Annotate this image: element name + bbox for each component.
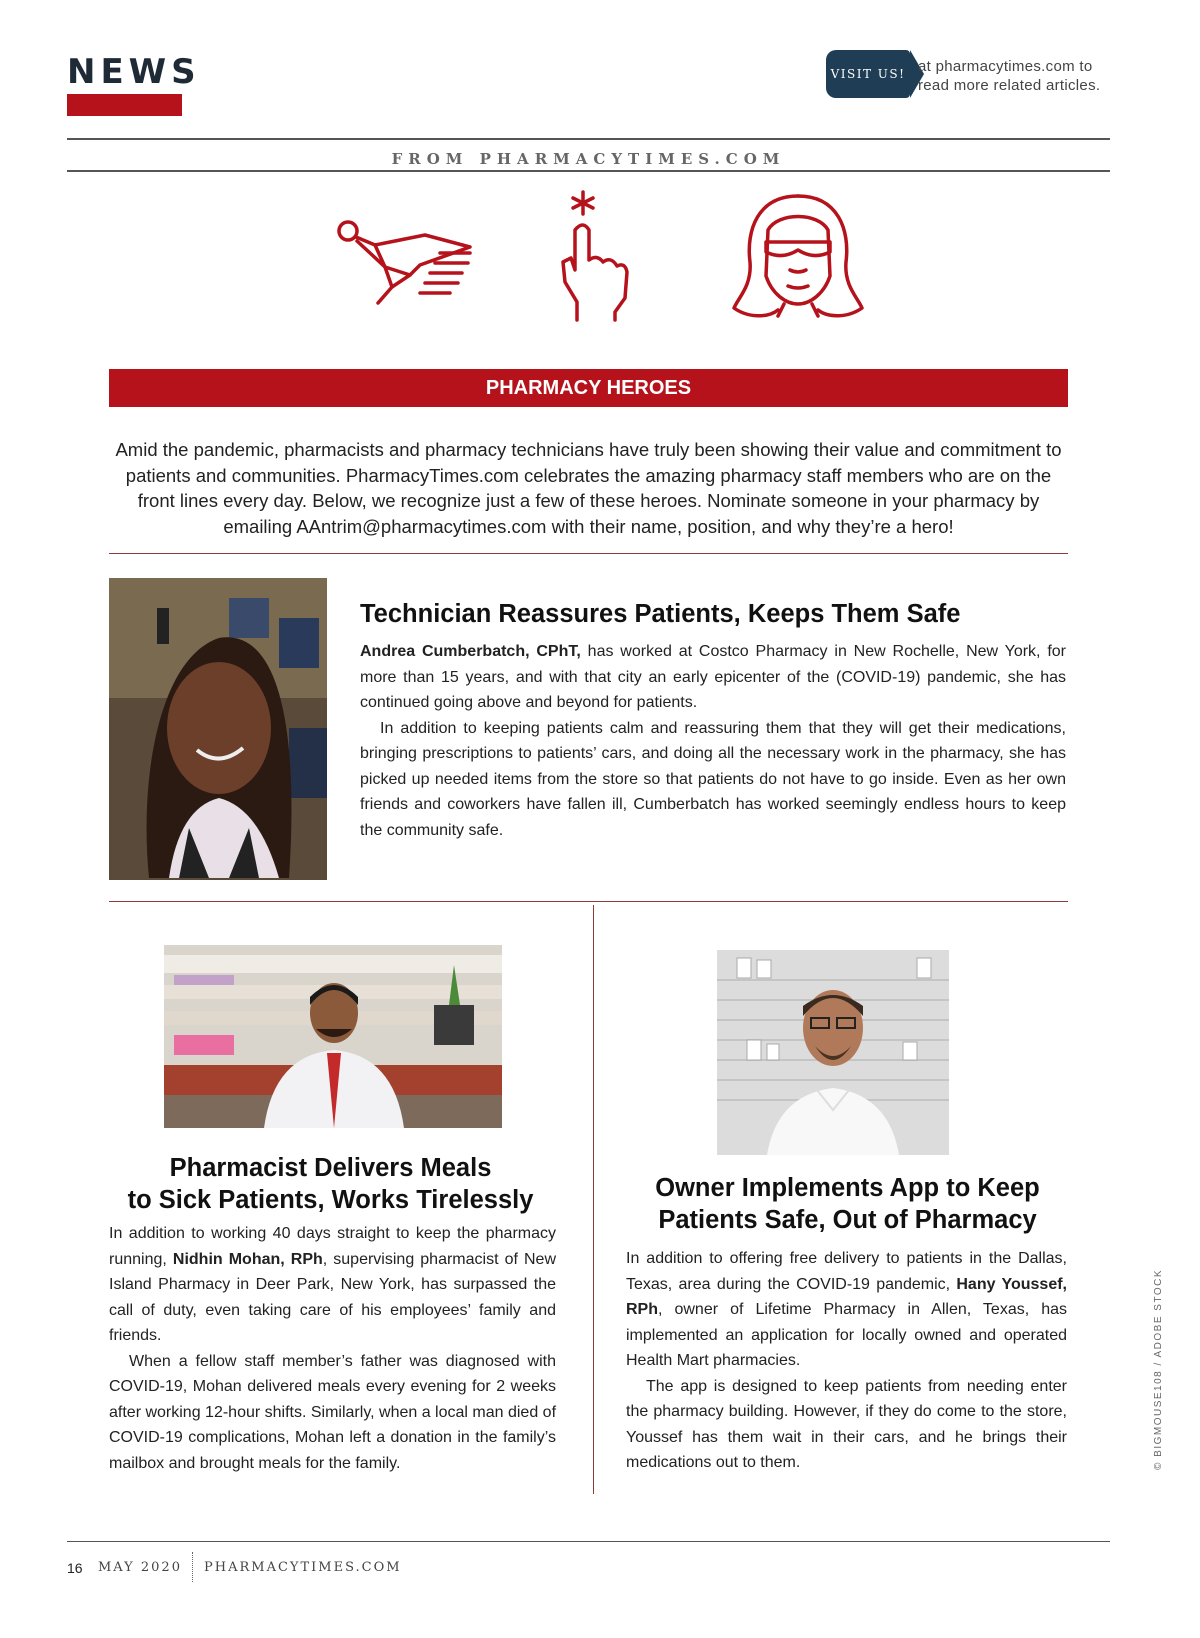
footer-site[interactable]: PHARMACYTIMES.COM bbox=[204, 1560, 402, 1575]
nidhin-mohan-photo bbox=[164, 945, 502, 1128]
article-2-name: Nidhin Mohan, RPh bbox=[172, 1250, 323, 1268]
divider bbox=[109, 901, 1068, 902]
article-2-headline bbox=[109, 1152, 552, 1216]
issue-date: MAY 2020 bbox=[98, 1560, 182, 1575]
section-accent-bar bbox=[67, 94, 182, 116]
visit-line-1: at pharmacytimes.com to bbox=[918, 58, 1093, 75]
article-1-name: Andrea Cumberbatch, CPhT, bbox=[360, 643, 581, 660]
visit-us-badge[interactable]: VISIT US! bbox=[826, 50, 910, 98]
article-2-p1-before: In addition to working 40 days straight to keep the pharmacy running, bbox=[109, 1225, 556, 1268]
article-2-p2: When a fellow staff member’s father was diagnosed with COVID-19, Mohan delivered meals every evening for 2 weeks after working 12-hour shifts. Similarly, when a local man died of COVID-19 complications, Mohan left a donation in the family’s mailbox and brought meals for the family. bbox=[109, 1352, 557, 1472]
visit-line-2: read more related articles. bbox=[918, 77, 1101, 94]
photo-credit: © BIGMOUSE108 / ADOBE STOCK bbox=[1153, 1268, 1164, 1470]
section-title: NEWS bbox=[67, 52, 201, 92]
top-rule-2 bbox=[67, 170, 1110, 172]
article-2-headline-line-1: Pharmacist Delivers Meals bbox=[169, 1154, 492, 1182]
flying-hero-icon bbox=[330, 215, 480, 315]
page-number: 16 bbox=[67, 1560, 83, 1576]
pointing-finger-icon bbox=[555, 190, 635, 330]
article-3-headline-line-2: Patients Safe, Out of Pharmacy bbox=[658, 1206, 1037, 1234]
masked-woman-icon bbox=[728, 190, 868, 325]
article-3-p1-after: , owner of Lifetime Pharmacy in Allen, Texas, has implemented an application for locally owned and operated Health Mart pharmacies. bbox=[626, 1301, 1067, 1369]
article-2-p1-after: , supervising pharmacist of New Island Pharmacy in Deer Park, New York, has surpassed the call of duty, even taking care of his employees’ family and friends. bbox=[109, 1250, 557, 1344]
article-1-body bbox=[360, 639, 1066, 843]
article-3-body bbox=[626, 1246, 1067, 1476]
column-divider bbox=[593, 905, 594, 1494]
divider bbox=[109, 553, 1068, 554]
article-1-p2: In addition to keeping patients calm and reassuring them that they will get their medications, bringing prescriptions to patients’ cars, and doing all the necessary work in the pharmacy, she has picked up needed items from the store so that patients do not have to go inside. Even as her own friends and coworkers have fallen ill, Cumberbatch has worked seemingly endless hours to keep the community safe. bbox=[360, 719, 1066, 839]
article-2-body bbox=[109, 1221, 556, 1476]
footer-rule bbox=[67, 1541, 1110, 1542]
article-1-headline: Technician Reassures Patients, Keeps Them Safe bbox=[360, 600, 961, 628]
pharmacy-heroes-banner: PHARMACY HEROES bbox=[109, 369, 1068, 407]
top-rule bbox=[67, 138, 1110, 140]
article-3-headline-line-1: Owner Implements App to Keep bbox=[655, 1174, 1040, 1202]
article-3-headline bbox=[626, 1172, 1069, 1236]
article-1-p1: has worked at Costco Pharmacy in New Rochelle, New York, for more than 15 years, and with that city an early epicenter of the (COVID-19) pandemic, she has continued going above and beyond for patients. bbox=[360, 643, 1067, 711]
article-3-p1-before: In addition to offering free delivery to patients in the Dallas, Texas, area during the COVID-19 pandemic, bbox=[626, 1250, 1067, 1293]
footer-separator bbox=[192, 1552, 193, 1582]
from-label: FROM PHARMACYTIMES.COM bbox=[391, 150, 786, 168]
visit-us-text bbox=[918, 57, 1100, 95]
intro-paragraph: Amid the pandemic, pharmacists and pharmacy technicians have truly been showing their value and commitment to patients and communities. PharmacyTimes.com celebrates the amazing pharmacy staff members who are on the front lines every day. Below, we recognize just a few of these heroes. Nominate someone in your pharmacy by emailing AAntrim@pharmacytimes.com with their name, position, and why they’re a hero! bbox=[115, 439, 1062, 537]
andrea-cumberbatch-photo bbox=[109, 578, 327, 880]
article-3-name: Hany Youssef, RPh bbox=[626, 1275, 1068, 1318]
hany-youssef-photo bbox=[717, 950, 949, 1155]
article-3-p2: The app is designed to keep patients from needing enter the pharmacy building. However, if they do come to the store, Youssef has them wait in their cars, and he brings their medications out to them. bbox=[626, 1377, 1067, 1471]
article-2-headline-line-2: to Sick Patients, Works Tirelessly bbox=[127, 1186, 534, 1214]
